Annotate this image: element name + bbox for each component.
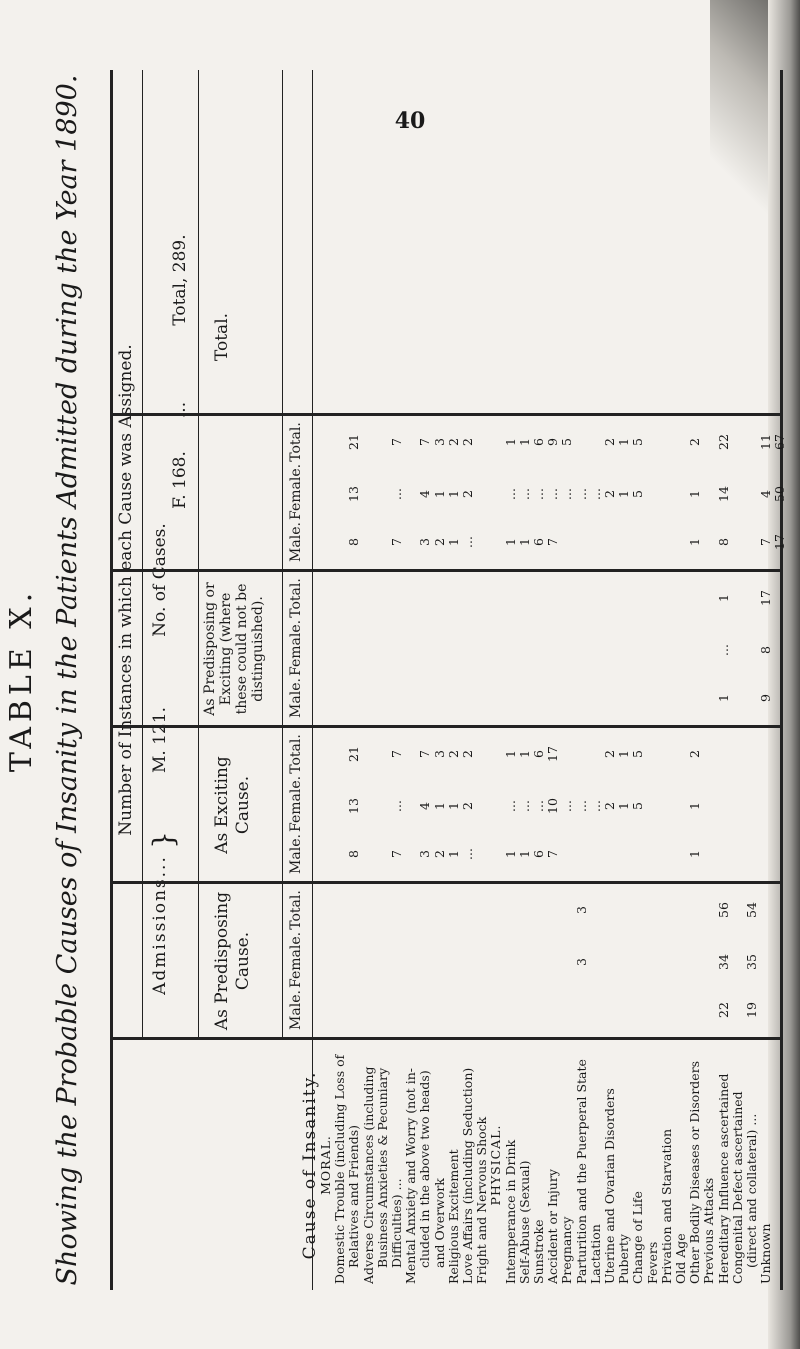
- admissions-label: Admissions...: [150, 855, 170, 995]
- table-cell: 6: [531, 850, 546, 858]
- table-cell: 1: [431, 802, 447, 810]
- table-row: [361, 70, 375, 1290]
- table-cell: ...: [587, 800, 603, 812]
- table-row: [389, 70, 403, 1290]
- table-row: [630, 70, 644, 1290]
- pre-total-header: Total.: [288, 890, 304, 930]
- table-cell: 2: [445, 438, 461, 446]
- table-row: [673, 70, 687, 1290]
- table-cell: 17: [545, 746, 561, 762]
- cause-label: PHYSICAL.: [488, 1124, 504, 1206]
- table-cell: 21: [346, 746, 362, 762]
- table-row: [659, 70, 673, 1290]
- cause-label: Congenital Defect ascertained: [729, 1091, 745, 1284]
- table-cell: 2: [460, 750, 475, 758]
- table-row: [701, 70, 715, 1290]
- total-cases: Total, 289.: [170, 234, 190, 326]
- table-row: [730, 70, 744, 1290]
- rotated-table: [0, 70, 800, 1290]
- table-row: [403, 70, 417, 1290]
- table-cell: 17: [772, 534, 788, 550]
- exc-male-header: Male.: [288, 834, 304, 874]
- table-cell: ...: [389, 488, 404, 500]
- table-cell: 11: [758, 434, 774, 450]
- table-row: [446, 70, 460, 1290]
- table-row: [758, 70, 772, 1290]
- table-row: [432, 70, 446, 1290]
- table-row: [616, 70, 630, 1290]
- table-cell: 35: [744, 954, 759, 970]
- table-cell: ...: [587, 488, 603, 500]
- table-cell: 2: [460, 438, 475, 446]
- table-cell: 1: [502, 538, 518, 546]
- cause-label: Business Anxieties & Pecuniary: [374, 1067, 390, 1268]
- table-cell: 2: [445, 750, 461, 758]
- cause-label: Difficulties) ...: [389, 1178, 404, 1268]
- table-cell: ...: [460, 848, 475, 860]
- table-cell: 1: [445, 538, 461, 546]
- both-header: As Predisposing or Exciting (where these could not be distinguished).: [202, 582, 267, 716]
- table-cell: 3: [573, 906, 589, 914]
- cause-label: MORAL.: [318, 1135, 333, 1195]
- cause-label: Change of Life: [630, 1191, 646, 1284]
- table-cell: 2: [431, 538, 447, 546]
- table-cell: 17: [758, 590, 774, 606]
- table-cell: 19: [744, 1002, 759, 1018]
- table-row: [744, 70, 758, 1290]
- table-cell: 6: [531, 538, 546, 546]
- cause-label: Intemperance in Drink: [502, 1139, 518, 1284]
- table-cell: 1: [445, 490, 461, 498]
- exciting-header: As Exciting Cause.: [212, 756, 254, 854]
- table-cell: ...: [516, 488, 532, 500]
- table-row: [517, 70, 531, 1290]
- table-cell: 1: [431, 490, 447, 498]
- cause-label: Relatives and Friends): [346, 1125, 362, 1268]
- female-cases: F. 168.: [170, 451, 190, 509]
- table-cell: ...: [502, 488, 518, 500]
- predisposing-header: As Predisposing Cause.: [212, 891, 254, 1031]
- table-cell: 8: [346, 538, 362, 546]
- cause-label: Fright and Nervous Shock: [474, 1116, 490, 1284]
- table-row: [531, 70, 545, 1290]
- table-cell: 2: [460, 490, 475, 498]
- table-subtitle: Showing the Probable Causes of Insanity in the Patients Admitted during the Year 1890.: [52, 74, 83, 1286]
- table-cell: 8: [715, 538, 731, 546]
- table-cell: 7: [545, 850, 561, 858]
- table-row: [772, 70, 786, 1290]
- page-number: 40: [394, 108, 426, 134]
- table-row: [488, 70, 502, 1290]
- table-cell: 1: [616, 750, 632, 758]
- table-row: [602, 70, 616, 1290]
- table-cell: 7: [417, 438, 433, 446]
- table-cell: 1: [516, 850, 532, 858]
- table-cell: 7: [389, 438, 404, 446]
- cause-label: Hereditary Influence ascertained: [715, 1073, 731, 1284]
- table-cell: 5: [630, 750, 646, 758]
- table-cell: ...: [715, 644, 731, 656]
- table-cell: 2: [602, 490, 617, 498]
- table-cell: 2: [687, 750, 703, 758]
- table-cell: 7: [389, 750, 404, 758]
- both-female-header: Female.: [288, 619, 304, 676]
- table-cell: 5: [559, 438, 575, 446]
- table-cell: 14: [715, 486, 731, 502]
- instances-header: Number of Instances in which each Cause was Assigned.: [116, 344, 136, 836]
- table-cell: 1: [445, 802, 461, 810]
- male-cases: M. 121.: [150, 706, 170, 774]
- table-cell: 34: [715, 954, 731, 970]
- cause-label: and Overwork: [431, 1178, 447, 1268]
- table-cell: 1: [445, 850, 461, 858]
- cause-label: Parturition and the Puerperal State: [573, 1059, 589, 1284]
- table-cell: 1: [502, 750, 518, 758]
- table-cell: 1: [687, 538, 703, 546]
- exc-total-header: Total.: [288, 734, 304, 774]
- table-title: TABLE X.: [4, 587, 39, 773]
- table-cell: 50: [772, 486, 788, 502]
- cause-label: Uterine and Ovarian Disorders: [602, 1088, 617, 1284]
- cases-ellipsis: ...: [170, 401, 190, 419]
- table-cell: 3: [431, 438, 447, 446]
- header-rule-3: [282, 70, 283, 1040]
- table-cell: 3: [573, 958, 589, 966]
- table-cell: 3: [417, 850, 433, 858]
- table-cell: 4: [758, 490, 774, 498]
- table-cell: 7: [389, 850, 404, 858]
- table-cell: 8: [346, 850, 362, 858]
- pre-male-header: Male.: [288, 990, 304, 1030]
- table-row: [588, 70, 602, 1290]
- table-cell: 2: [687, 438, 703, 446]
- header-rule-2: [198, 70, 199, 1040]
- admissions-brace: }: [147, 831, 180, 849]
- table-cell: 7: [389, 538, 404, 546]
- cause-label: Old Age: [673, 1233, 688, 1284]
- table-cell: 1: [715, 694, 731, 702]
- table-cell: 9: [758, 694, 774, 702]
- total-header: Total.: [212, 312, 232, 362]
- cause-label: Previous Attacks: [701, 1177, 717, 1284]
- cause-label: (direct and collateral) ...: [744, 1113, 759, 1268]
- table-cell: ...: [573, 800, 589, 812]
- cause-label: Self-Abuse (Sexual): [516, 1160, 532, 1284]
- table-cell: 2: [460, 802, 475, 810]
- cause-label: Fevers: [644, 1241, 660, 1284]
- table-cell: 2: [602, 802, 617, 810]
- table-cell: 13: [346, 486, 362, 502]
- table-cell: 54: [744, 902, 759, 918]
- cause-label: Adverse Circumstances (including: [360, 1066, 376, 1284]
- table-cell: 4: [417, 490, 433, 498]
- table-row: [474, 70, 488, 1290]
- table-cell: 1: [715, 594, 731, 602]
- table-row: [503, 70, 517, 1290]
- table-cell: 7: [417, 750, 433, 758]
- table-cell: ...: [516, 800, 532, 812]
- table-cell: 1: [516, 438, 532, 446]
- table-cell: ...: [559, 800, 575, 812]
- table-cell: 1: [687, 802, 703, 810]
- table-cell: 21: [346, 434, 362, 450]
- table-row: [545, 70, 559, 1290]
- cause-label: Unknown: [758, 1223, 774, 1284]
- table-cell: 4: [417, 802, 433, 810]
- table-cell: 6: [531, 438, 546, 446]
- both-total-header: Total.: [288, 578, 304, 618]
- table-cell: 56: [715, 902, 731, 918]
- header-rule-1: [142, 70, 143, 1040]
- table-cell: 22: [715, 1002, 731, 1018]
- tot-total-header: Total.: [288, 422, 304, 462]
- cause-label: Privation and Starvation: [658, 1128, 674, 1284]
- table-cell: 3: [417, 538, 433, 546]
- table-cell: 1: [687, 490, 703, 498]
- table-row: [318, 70, 332, 1290]
- table-cell: ...: [545, 488, 561, 500]
- table-cell: ...: [573, 488, 589, 500]
- tot-male-header: Male.: [288, 522, 304, 562]
- cause-of-insanity-header: Cause of Insanity.: [300, 1070, 320, 1260]
- cause-label: Domestic Trouble (including Loss of: [332, 1054, 348, 1284]
- table-cell: 22: [715, 434, 731, 450]
- table-row: [559, 70, 573, 1290]
- both-male-header: Male.: [288, 678, 304, 718]
- table-cell: 7: [758, 538, 774, 546]
- pre-female-header: Female.: [288, 931, 304, 988]
- table-cell: 2: [431, 850, 447, 858]
- table-cell: 10: [545, 798, 561, 814]
- table-cell: 7: [545, 538, 561, 546]
- table-cell: 1: [616, 802, 632, 810]
- table-cell: 1: [502, 438, 518, 446]
- table-row: [346, 70, 360, 1290]
- table-row: [417, 70, 431, 1290]
- table-top-rule: [110, 70, 113, 1290]
- table-cell: 6: [531, 750, 546, 758]
- tot-female-header: Female.: [288, 463, 304, 520]
- table-cell: 8: [758, 646, 774, 654]
- table-cell: 1: [516, 750, 532, 758]
- table-cell: ...: [460, 536, 475, 548]
- header-rule-4: [312, 70, 313, 1290]
- table-row: [716, 70, 730, 1290]
- table-cell: 2: [602, 750, 617, 758]
- table-cell: 1: [502, 850, 518, 858]
- table-cell: 5: [630, 490, 646, 498]
- exc-female-header: Female.: [288, 775, 304, 832]
- table-cell: 1: [687, 850, 703, 858]
- table-cell: 1: [516, 538, 532, 546]
- cause-label: Love Affairs (including Seduction): [460, 1067, 475, 1284]
- table-row: [375, 70, 389, 1290]
- cause-label: Puberty: [616, 1234, 632, 1284]
- cause-label: Mental Anxiety and Worry (not in-: [403, 1068, 419, 1284]
- cause-label: Other Bodily Diseases or Disorders: [687, 1060, 703, 1284]
- table-cell: ...: [559, 488, 575, 500]
- cause-label: cluded in the above two heads): [417, 1070, 433, 1268]
- table-cell: 67: [772, 434, 788, 450]
- table-cell: ...: [389, 800, 404, 812]
- table-cell: 5: [630, 802, 646, 810]
- cause-label: Religious Excitement: [445, 1149, 461, 1284]
- table-row: [332, 70, 346, 1290]
- table-cell: 1: [616, 438, 632, 446]
- cause-label: Accident or Injury: [545, 1169, 561, 1284]
- table-row: [687, 70, 701, 1290]
- table-row: [460, 70, 474, 1290]
- table-cell: 13: [346, 798, 362, 814]
- table-cell: ...: [502, 800, 518, 812]
- table-cell: ...: [531, 488, 546, 500]
- cause-label: Pregnancy: [559, 1216, 575, 1284]
- table-cell: 3: [431, 750, 447, 758]
- table-cell: 2: [602, 438, 617, 446]
- table-cell: ...: [531, 800, 546, 812]
- table-cell: 1: [616, 490, 632, 498]
- table-row: [574, 70, 588, 1290]
- cause-label: Sunstroke: [531, 1219, 546, 1284]
- table-cell: 9: [545, 438, 561, 446]
- no-of-cases: No. of Cases.: [150, 523, 170, 637]
- table-cell: 5: [630, 438, 646, 446]
- table-row: [645, 70, 659, 1290]
- cause-label: Lactation: [587, 1224, 603, 1284]
